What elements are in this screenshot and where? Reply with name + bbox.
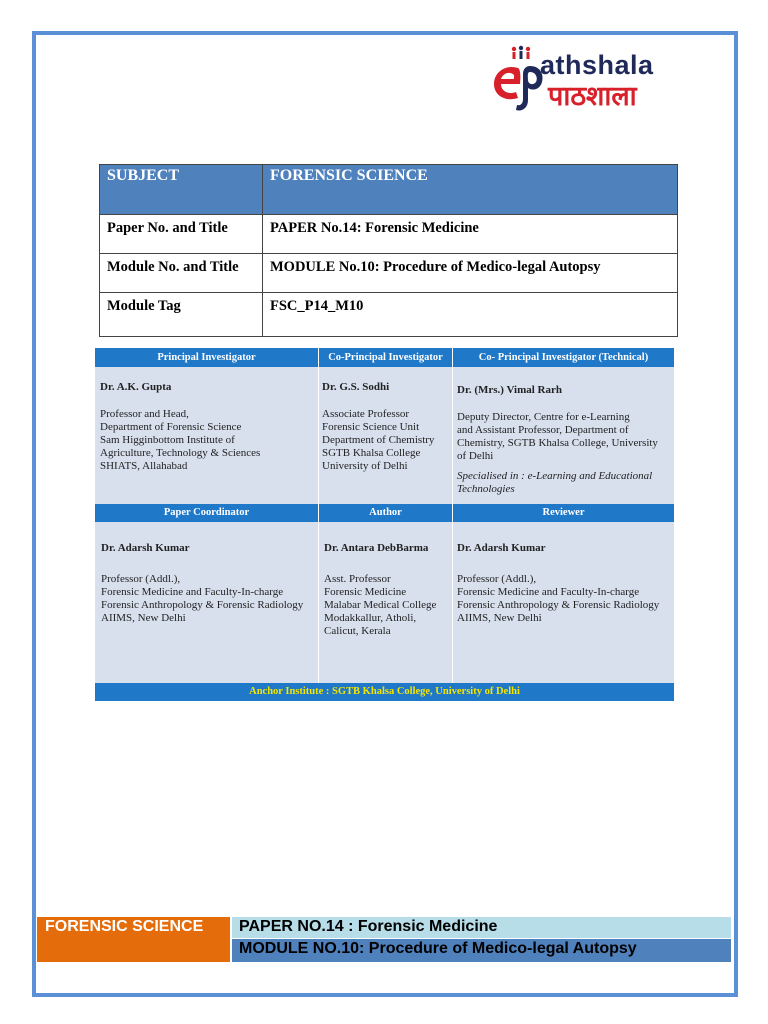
copi-line: Department of Chemistry: [322, 434, 435, 446]
author-line: Forensic Medicine: [324, 586, 407, 598]
pi-line: Department of Forensic Science: [100, 421, 242, 433]
pi-name: Dr. A.K. Gupta: [100, 381, 172, 393]
pi-line: Sam Higginbottom Institute of: [100, 434, 235, 446]
reviewer-block: [457, 542, 659, 625]
reviewer-line: Forensic Medicine and Faculty-In-charge: [457, 586, 640, 598]
footer-paper: PAPER NO.14 : Forensic Medicine: [232, 917, 731, 939]
header-author: Author: [369, 507, 402, 518]
table-row: [100, 254, 678, 293]
module-tag-value: FSC_P14_M10: [263, 293, 678, 337]
subject-header-row: [100, 165, 678, 215]
table-row: [100, 215, 678, 254]
header-co-pi-technical: Co- Principal Investigator (Technical): [478, 352, 649, 363]
reviewer-name: Dr. Adarsh Kumar: [457, 542, 546, 554]
coordinator-line: AIIMS, New Delhi: [101, 612, 186, 624]
subject-label: SUBJECT: [100, 165, 263, 215]
reviewer-line: Forensic Anthropology & Forensic Radiology: [457, 599, 660, 611]
copi-block: [322, 381, 434, 473]
credits-middle-band: [95, 504, 674, 522]
paper-value: PAPER No.14: Forensic Medicine: [263, 215, 678, 254]
logo-text-english: athshala: [540, 50, 654, 80]
copi-line: University of Delhi: [322, 460, 408, 472]
subject-value: FORENSIC SCIENCE: [263, 165, 678, 215]
copi-name: Dr. G.S. Sodhi: [322, 381, 390, 393]
header-principal-investigator: Principal Investigator: [157, 352, 256, 363]
copi-tech-specialisation: Technologies: [457, 483, 515, 495]
credits-panel: [95, 348, 674, 701]
copi-tech-line: of Delhi: [457, 450, 494, 462]
copi-line: Forensic Science Unit: [322, 421, 420, 433]
anchor-institute: Anchor Institute : SGTB Khalsa College, University of Delhi: [95, 683, 674, 701]
module-label: Module No. and Title: [100, 254, 263, 293]
pi-line: Agriculture, Technology & Sciences: [100, 447, 261, 459]
footer: [37, 917, 731, 962]
reviewer-line: AIIMS, New Delhi: [457, 612, 542, 624]
copi-tech-block: [457, 384, 658, 496]
coordinator-line: Forensic Medicine and Faculty-In-charge: [101, 586, 284, 598]
coordinator-name: Dr. Adarsh Kumar: [101, 542, 190, 554]
pi-line: SHIATS, Allahabad: [100, 460, 188, 472]
author-name: Dr. Antara DebBarma: [324, 542, 429, 554]
copi-tech-specialisation: Specialised in : e-Learning and Educational: [457, 470, 653, 482]
column-divider: [318, 348, 319, 683]
reviewer-line: Professor (Addl.),: [457, 573, 537, 585]
copi-line: SGTB Khalsa College: [322, 447, 421, 459]
footer-subject: FORENSIC SCIENCE: [37, 917, 230, 962]
paper-label: Paper No. and Title: [100, 215, 263, 254]
coordinator-block: [101, 542, 303, 625]
module-tag-label: Module Tag: [100, 293, 263, 337]
copi-tech-line: and Assistant Professor, Department of: [457, 424, 629, 436]
logo-text-hindi: पाठशाला: [548, 81, 637, 112]
author-line: Asst. Professor: [324, 573, 391, 585]
copi-tech-line: Chemistry, SGTB Khalsa College, University: [457, 437, 658, 449]
table-row: [100, 293, 678, 337]
copi-tech-line: Deputy Director, Centre for e-Learning: [457, 411, 630, 423]
coordinator-line: Professor (Addl.),: [101, 573, 181, 585]
credits-top-band: [95, 348, 674, 367]
header-co-principal-investigator: Co-Principal Investigator: [328, 352, 443, 363]
pi-line: Professor and Head,: [100, 408, 189, 420]
header-paper-coordinator: Paper Coordinator: [163, 507, 250, 518]
coordinator-line: Forensic Anthropology & Forensic Radiology: [101, 599, 304, 611]
epathshala-logo-icon: [488, 44, 548, 114]
author-line: Malabar Medical College: [324, 599, 437, 611]
author-line: Calicut, Kerala: [324, 625, 391, 637]
author-block: [324, 542, 436, 638]
pi-block: [100, 381, 260, 473]
author-line: Modakkallur, Atholi,: [324, 612, 417, 624]
footer-module: MODULE NO.10: Procedure of Medico-legal Autopsy: [232, 939, 731, 962]
column-divider: [452, 348, 453, 683]
copi-tech-name: Dr. (Mrs.) Vimal Rarh: [457, 384, 562, 396]
subject-table: [99, 164, 678, 337]
module-value: MODULE No.10: Procedure of Medico-legal Autopsy: [263, 254, 678, 293]
header-reviewer: Reviewer: [542, 507, 585, 518]
copi-line: Associate Professor: [322, 408, 410, 420]
